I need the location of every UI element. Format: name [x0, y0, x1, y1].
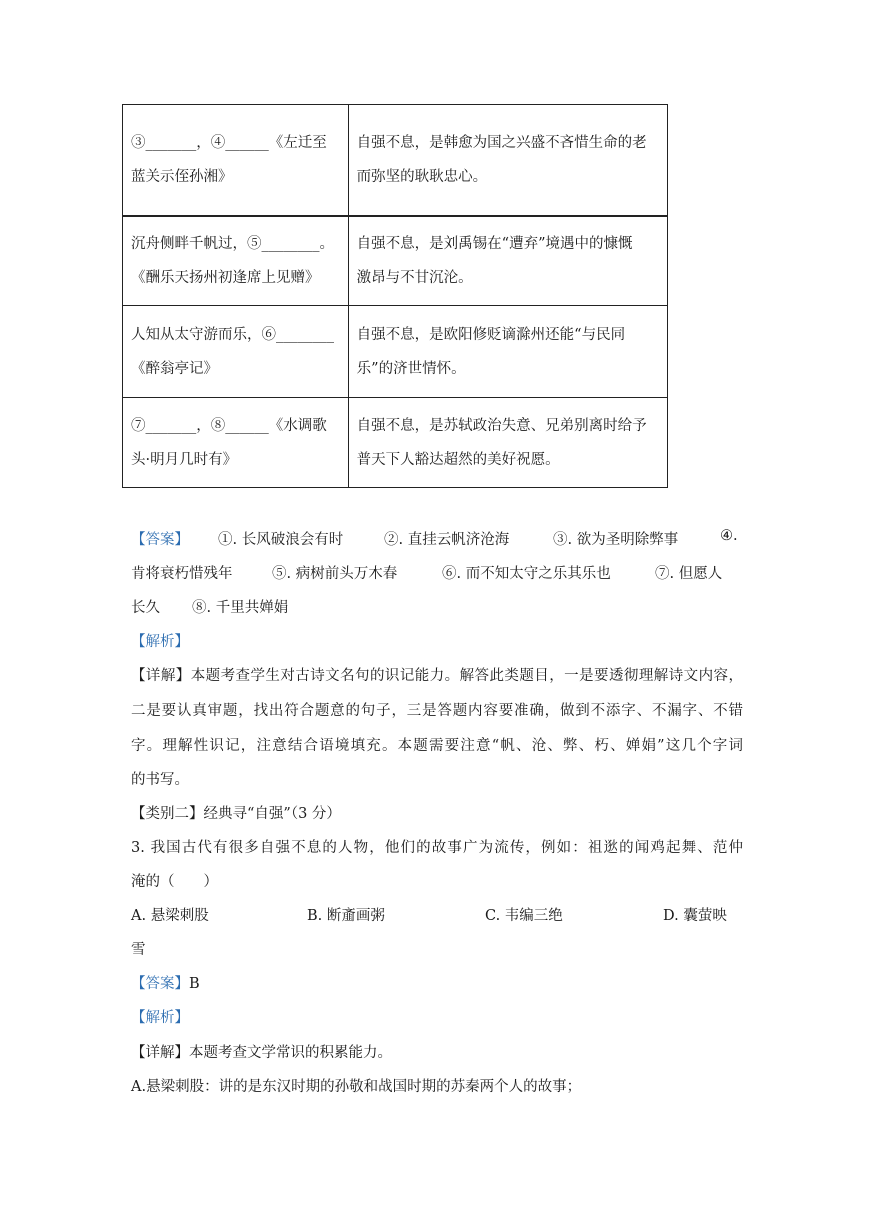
detail-line: 字。理解性识记，注意结合语境填充。本题需要注意“帆、沧、弊、朽、婵娟”这几个字词 — [131, 738, 743, 754]
cell-line: 激昂与不甘沉沦。 — [356, 270, 473, 286]
answer-item: ⑦. 但愿人 — [655, 566, 723, 582]
option-d: D. 囊萤映 — [663, 908, 727, 924]
cell-line: ⑦_______，⑧______《水调歌 — [131, 417, 327, 434]
answer-item: ⑥. 而不知太守之乐其乐也 — [442, 566, 611, 582]
detail-line: 【详解】本题考查文学常识的积累能力。 — [131, 1045, 392, 1061]
option-c: C. 韦编三绝 — [485, 908, 563, 924]
table-cell-left — [123, 216, 349, 306]
cell-line: 乐”的济世情怀。 — [356, 360, 466, 377]
analysis-label: 【解析】 — [131, 1010, 189, 1026]
answer-value: B — [189, 976, 200, 992]
poem-table — [122, 104, 668, 488]
answer-item: ②. 直挂云帆济沧海 — [384, 532, 510, 548]
table-cell-right — [348, 216, 667, 306]
table-row — [123, 306, 668, 398]
table-cell-right — [348, 105, 667, 217]
cell-line: 而弥坚的耿耿忠心。 — [356, 169, 488, 185]
table-cell-right — [348, 398, 667, 488]
cell-line: 人知从太守游而乐，⑥________ — [131, 326, 334, 343]
table-row — [123, 105, 668, 217]
option-b: B. 断齑画粥 — [307, 908, 385, 924]
cell-line: 自强不息，是韩愈为国之兴盛不吝惜生命的老 — [356, 135, 647, 151]
answer-item: ③. 欲为圣明除弊事 — [553, 532, 679, 548]
option-d-wrap: 雪 — [131, 942, 146, 958]
analysis-label: 【解析】 — [131, 634, 189, 650]
question-stem: 3. 我国古代有很多自强不息的人物，他们的故事广为流传，例如：祖逖的闻鸡起舞、范仲 — [131, 840, 743, 856]
table-cell-right — [348, 306, 667, 398]
cell-line: 自强不息，是欧阳修贬谪滁州还能“与民同 — [356, 326, 626, 343]
detail-line: 【详解】本题考查学生对古诗文名句的识记能力。解答此类题目，一是要透彻理解诗文内容， — [131, 668, 743, 684]
table-row — [123, 398, 668, 488]
cell-line: 蓝关示侄孙湘》 — [131, 169, 233, 185]
detail-line: A.悬梁刺股：讲的是东汉时期的孙敬和战国时期的苏秦两个人的故事； — [131, 1079, 582, 1095]
answer-item: ①. 长风破浪会有时 — [218, 532, 344, 548]
question-stem: 淹的（ ） — [131, 874, 218, 890]
category-heading: 【类别二】经典寻“自强”（3 分） — [131, 806, 341, 822]
answer-label: 【答案】 — [131, 976, 189, 992]
cell-line: 沉舟侧畔千帆过，⑤________。 — [131, 236, 334, 252]
table-cell-left — [123, 398, 349, 488]
cell-line: 自强不息，是刘禹锡在“遭弃”境遇中的慷慨 — [356, 236, 633, 252]
table-cell-left — [123, 105, 349, 217]
cell-line: 自强不息，是苏轼政治失意、兄弟别离时给予 — [356, 417, 647, 434]
table-cell-left — [123, 306, 349, 398]
answer-line — [131, 972, 200, 993]
cell-line: 头·明月几时有》 — [131, 451, 238, 468]
answer-item: ⑤. 病树前头万木春 — [272, 566, 398, 582]
answer-item: ④. — [720, 528, 738, 544]
table-row — [123, 216, 668, 306]
answer-label: 【答案】 — [131, 532, 189, 548]
answer-item: ⑧. 千里共婵娟 — [192, 600, 289, 616]
cell-line: 普天下人豁达超然的美好祝愿。 — [356, 451, 560, 468]
answer-item: 长久 — [131, 600, 160, 616]
detail-line: 二是要认真审题，找出符合题意的句子，三是答题内容要准确，做到不添字、不漏字、不错 — [131, 703, 743, 719]
answer-item: 肯将衰朽惜残年 — [131, 566, 233, 582]
detail-line: 的书写。 — [131, 772, 189, 788]
cell-line: ③_______，④______《左迁至 — [131, 135, 327, 151]
cell-line: 《酬乐天扬州初逢席上见赠》 — [131, 270, 320, 286]
option-a: A. 悬梁刺股 — [131, 908, 209, 924]
cell-line: 《醉翁亭记》 — [131, 360, 218, 377]
